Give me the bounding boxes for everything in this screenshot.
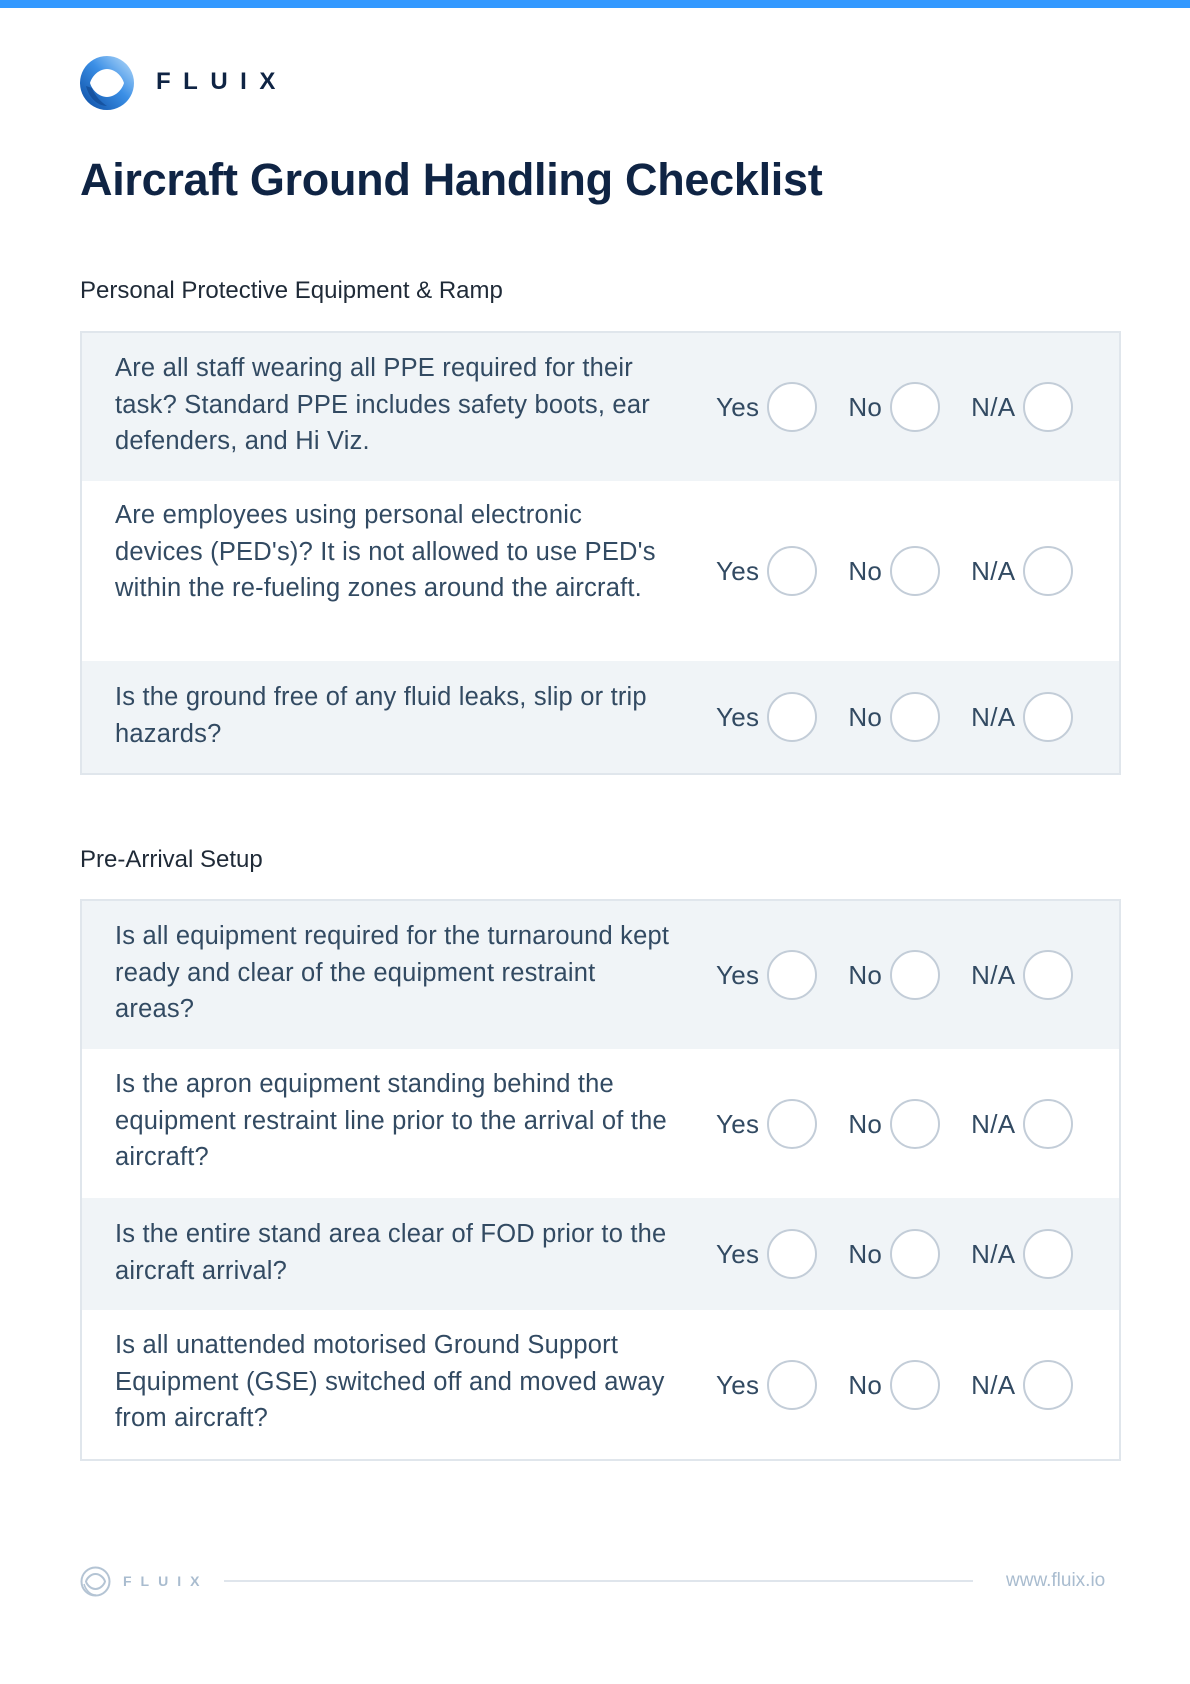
radio-no[interactable] xyxy=(890,546,940,596)
footer-divider xyxy=(224,1580,973,1582)
question-text: Is all unattended motorised Ground Support Equipment (GSE) switched off and moved away from aircraft? xyxy=(115,1331,665,1432)
checklist-row xyxy=(82,661,1119,773)
radio-no[interactable] xyxy=(890,1099,940,1149)
footer-url-link[interactable]: www.fluix.io xyxy=(1006,1570,1106,1591)
option-na-label: N/A xyxy=(971,1239,1016,1269)
option-yes-label: Yes xyxy=(716,556,760,586)
question-text: Is the ground free of any fluid leaks, slip or trip hazards? xyxy=(115,683,647,748)
checklist-row xyxy=(82,1049,1119,1198)
radio-na[interactable] xyxy=(1023,382,1073,432)
option-na[interactable] xyxy=(971,382,1073,432)
radio-yes[interactable] xyxy=(767,1229,817,1279)
radio-no[interactable] xyxy=(890,950,940,1000)
option-yes[interactable] xyxy=(716,1360,817,1410)
option-yes-label: Yes xyxy=(716,1108,760,1139)
option-no[interactable] xyxy=(848,1099,940,1149)
question-text: Are all staff wearing all PPE required for their task? Standard PPE includes safety boots, ear defenders, and Hi Viz. xyxy=(115,354,650,455)
radio-yes[interactable] xyxy=(767,546,817,596)
radio-na[interactable] xyxy=(1023,1099,1073,1149)
option-na[interactable] xyxy=(971,1229,1073,1279)
question-text: Is the entire stand area clear of FOD prior to the aircraft arrival? xyxy=(115,1220,667,1285)
answer-options xyxy=(716,1229,1073,1279)
option-no[interactable] xyxy=(848,1229,940,1279)
section-label-ppe: Personal Protective Equipment & Ramp xyxy=(80,277,503,304)
option-yes-label: Yes xyxy=(716,960,760,990)
question-text: Are employees using personal electronic devices (PED's)? It is not allowed to use PED's within the re-fueling zones around the aircraft. xyxy=(115,501,656,602)
option-na-label: N/A xyxy=(971,960,1016,990)
option-na[interactable] xyxy=(971,546,1073,596)
question-text: Is all equipment required for the turnaround kept ready and clear of the equipment restraint areas? xyxy=(115,922,670,1023)
checklist-row xyxy=(82,481,1119,661)
answer-options xyxy=(716,692,1073,742)
option-no[interactable] xyxy=(848,546,940,596)
checklist-section-ppe xyxy=(80,331,1121,775)
answer-options xyxy=(716,382,1073,432)
option-na-label: N/A xyxy=(971,556,1016,586)
option-yes[interactable] xyxy=(716,950,817,1000)
checklist-row xyxy=(82,901,1119,1049)
option-yes-label: Yes xyxy=(716,1369,760,1400)
option-no-label: No xyxy=(848,392,883,422)
checklist-section-pre-arrival xyxy=(80,899,1121,1461)
radio-yes[interactable] xyxy=(767,382,817,432)
radio-yes[interactable] xyxy=(767,1099,817,1149)
option-no-label: No xyxy=(848,1369,883,1400)
option-no[interactable] xyxy=(848,950,940,1000)
footer-fluix-logo-icon xyxy=(80,1566,111,1597)
answer-options xyxy=(716,950,1073,1000)
option-yes-label: Yes xyxy=(716,1239,760,1269)
option-no-label: No xyxy=(848,1239,883,1269)
radio-na[interactable] xyxy=(1023,1229,1073,1279)
option-na[interactable] xyxy=(971,1099,1073,1149)
radio-na[interactable] xyxy=(1023,950,1073,1000)
answer-options xyxy=(716,1099,1073,1149)
radio-no[interactable] xyxy=(890,1360,940,1410)
brand-name: FLUIX xyxy=(156,68,288,95)
radio-no[interactable] xyxy=(890,382,940,432)
option-yes[interactable] xyxy=(716,382,817,432)
section-label-pre-arrival: Pre-Arrival Setup xyxy=(80,846,263,873)
option-na-label: N/A xyxy=(971,1369,1016,1400)
option-yes-label: Yes xyxy=(716,702,760,732)
option-na[interactable] xyxy=(971,950,1073,1000)
option-na-label: N/A xyxy=(971,702,1016,732)
checklist-row xyxy=(82,333,1119,481)
radio-na[interactable] xyxy=(1023,1360,1073,1410)
footer-brand-name: FLUIX xyxy=(123,1573,209,1589)
radio-no[interactable] xyxy=(890,692,940,742)
question-text: Is the apron equipment standing behind the equipment restraint line prior to the arrival of the aircraft? xyxy=(115,1070,667,1171)
fluix-logo-icon xyxy=(80,56,134,110)
option-na-label: N/A xyxy=(971,1108,1016,1139)
option-no[interactable] xyxy=(848,382,940,432)
option-na-label: N/A xyxy=(971,392,1016,422)
option-no-label: No xyxy=(848,1108,883,1139)
checklist-row xyxy=(82,1198,1119,1310)
page-title: Aircraft Ground Handling Checklist xyxy=(80,154,823,205)
top-accent-bar xyxy=(0,0,1190,8)
radio-no[interactable] xyxy=(890,1229,940,1279)
option-no[interactable] xyxy=(848,1360,940,1410)
radio-yes[interactable] xyxy=(767,1360,817,1410)
option-yes-label: Yes xyxy=(716,392,760,422)
option-yes[interactable] xyxy=(716,546,817,596)
radio-na[interactable] xyxy=(1023,692,1073,742)
option-yes[interactable] xyxy=(716,692,817,742)
radio-yes[interactable] xyxy=(767,950,817,1000)
option-no-label: No xyxy=(848,556,883,586)
option-yes[interactable] xyxy=(716,1229,817,1279)
option-no-label: No xyxy=(848,702,883,732)
option-no[interactable] xyxy=(848,692,940,742)
option-yes[interactable] xyxy=(716,1099,817,1149)
option-na[interactable] xyxy=(971,692,1073,742)
radio-na[interactable] xyxy=(1023,546,1073,596)
answer-options xyxy=(716,546,1073,596)
checklist-row xyxy=(82,1310,1119,1459)
option-no-label: No xyxy=(848,960,883,990)
answer-options xyxy=(716,1360,1073,1410)
option-na[interactable] xyxy=(971,1360,1073,1410)
radio-yes[interactable] xyxy=(767,692,817,742)
